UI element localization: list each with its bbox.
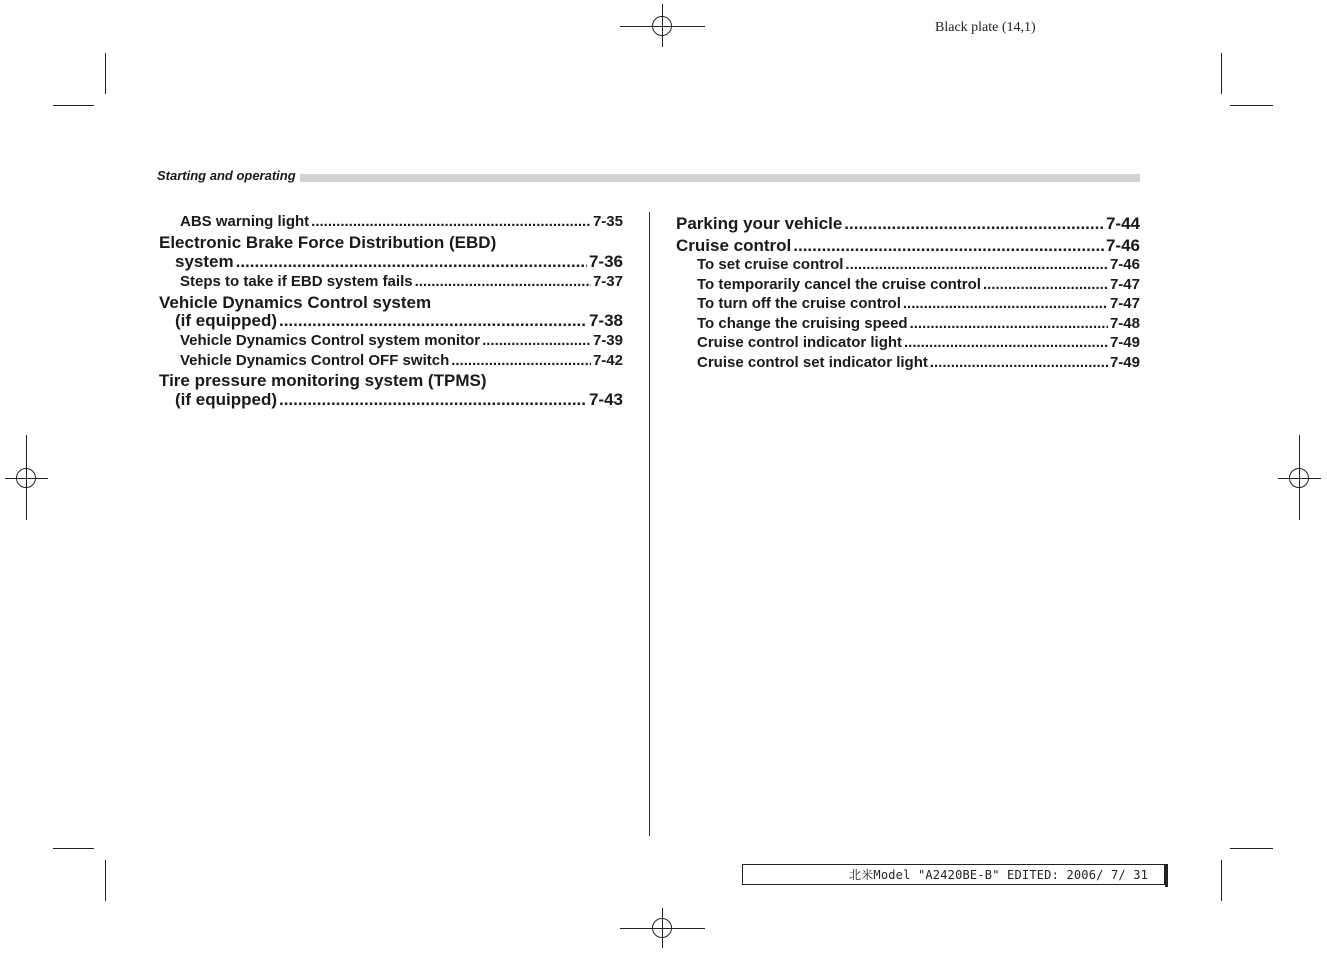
plate-info: Black plate (14,1): [935, 20, 1036, 35]
crop-mark: [1221, 53, 1222, 94]
toc-leader-dots: [482, 332, 591, 349]
toc-entry-label: system: [175, 252, 234, 271]
toc-entry[interactable]: [697, 334, 1140, 351]
toc-entry-page: 7-35: [592, 213, 623, 230]
section-header-title: Starting and operating: [157, 168, 300, 184]
toc-entry-label: Cruise control: [676, 236, 792, 255]
toc-leader-dots: [311, 213, 591, 230]
toc-leader-dots: [930, 354, 1108, 371]
toc-entry-page: 7-36: [588, 252, 623, 271]
toc-entry[interactable]: [180, 352, 623, 369]
toc-entry[interactable]: [175, 390, 623, 410]
toc-entry-page: 7-46: [1105, 236, 1140, 255]
toc-entry[interactable]: [697, 276, 1140, 293]
footer-edit-info: 北米Model "A2420BE-B" EDITED: 2006/ 7/ 31: [849, 868, 1149, 882]
toc-leader-dots: [415, 273, 591, 290]
toc-leader-dots: [845, 256, 1108, 273]
toc-entry[interactable]: [697, 295, 1140, 312]
toc-entry-label-line1[interactable]: Tire pressure monitoring system (TPMS): [159, 371, 487, 390]
toc-entry-page: 7-46: [1109, 256, 1140, 273]
toc-entry-label: Cruise control set indicator light: [697, 354, 928, 371]
toc-leader-dots: [904, 334, 1108, 351]
toc-entry[interactable]: [180, 273, 623, 290]
crop-mark: [105, 53, 106, 94]
toc-entry[interactable]: [676, 236, 1140, 256]
toc-entry[interactable]: [175, 252, 623, 272]
crop-mark: [53, 848, 94, 849]
crop-mark: [1230, 105, 1273, 106]
toc-entry-label-line1[interactable]: Electronic Brake Force Distribution (EBD): [159, 233, 497, 252]
toc-entry-page: 7-47: [1109, 276, 1140, 293]
toc-entry-label: To change the cruising speed: [697, 315, 908, 332]
crop-mark: [105, 860, 106, 901]
toc-entry[interactable]: [180, 213, 623, 230]
toc-entry-label: Vehicle Dynamics Control system monitor: [180, 332, 481, 349]
toc-leader-dots: [983, 276, 1108, 293]
toc-entry-page: 7-39: [592, 332, 623, 349]
toc-entry-label-line1[interactable]: Vehicle Dynamics Control system: [159, 293, 432, 312]
toc-entry-label: Cruise control indicator light: [697, 334, 903, 351]
toc-entry-label: (if equipped): [175, 311, 277, 330]
toc-entry-page: 7-44: [1105, 214, 1140, 233]
toc-entry[interactable]: [175, 311, 623, 331]
section-header-bar: [157, 174, 1140, 182]
toc-entry-label: Vehicle Dynamics Control OFF switch: [180, 352, 450, 369]
toc-entry-label: To turn off the cruise control: [697, 295, 901, 312]
toc-entry[interactable]: [697, 256, 1140, 273]
toc-leader-dots: [910, 315, 1108, 332]
toc-entry[interactable]: [697, 354, 1140, 371]
footer-edit-box-edge: [1165, 864, 1168, 887]
toc-entry-label: (if equipped): [175, 390, 277, 409]
crop-mark: [1230, 848, 1273, 849]
toc-entry-page: 7-48: [1109, 315, 1140, 332]
toc-leader-dots: [903, 295, 1108, 312]
toc-entry-page: 7-47: [1109, 295, 1140, 312]
toc-entry[interactable]: [676, 214, 1140, 234]
toc-entry-label: Parking your vehicle: [676, 214, 843, 233]
toc-entry-page: 7-49: [1109, 354, 1140, 371]
toc-entry-page: 7-42: [592, 352, 623, 369]
toc-entry[interactable]: [697, 315, 1140, 332]
crop-mark: [53, 105, 94, 106]
toc-leader-dots: [279, 390, 587, 410]
toc-leader-dots: [451, 352, 591, 369]
toc-leader-dots: [844, 214, 1104, 234]
crop-mark: [1221, 860, 1222, 901]
toc-entry-page: 7-49: [1109, 334, 1140, 351]
toc-entry-page: 7-38: [588, 311, 623, 330]
toc-leader-dots: [793, 236, 1104, 256]
toc-entry-label: To temporarily cancel the cruise control: [697, 276, 981, 293]
toc-entry[interactable]: [180, 332, 623, 349]
toc-entry-label: To set cruise control: [697, 256, 844, 273]
column-divider: [649, 212, 650, 836]
toc-entry-page: 7-43: [588, 390, 623, 409]
toc-entry-label: Steps to take if EBD system fails: [180, 273, 413, 290]
toc-entry-page: 7-37: [592, 273, 623, 290]
toc-leader-dots: [236, 252, 587, 272]
toc-entry-label: ABS warning light: [180, 213, 310, 230]
toc-leader-dots: [279, 311, 587, 331]
